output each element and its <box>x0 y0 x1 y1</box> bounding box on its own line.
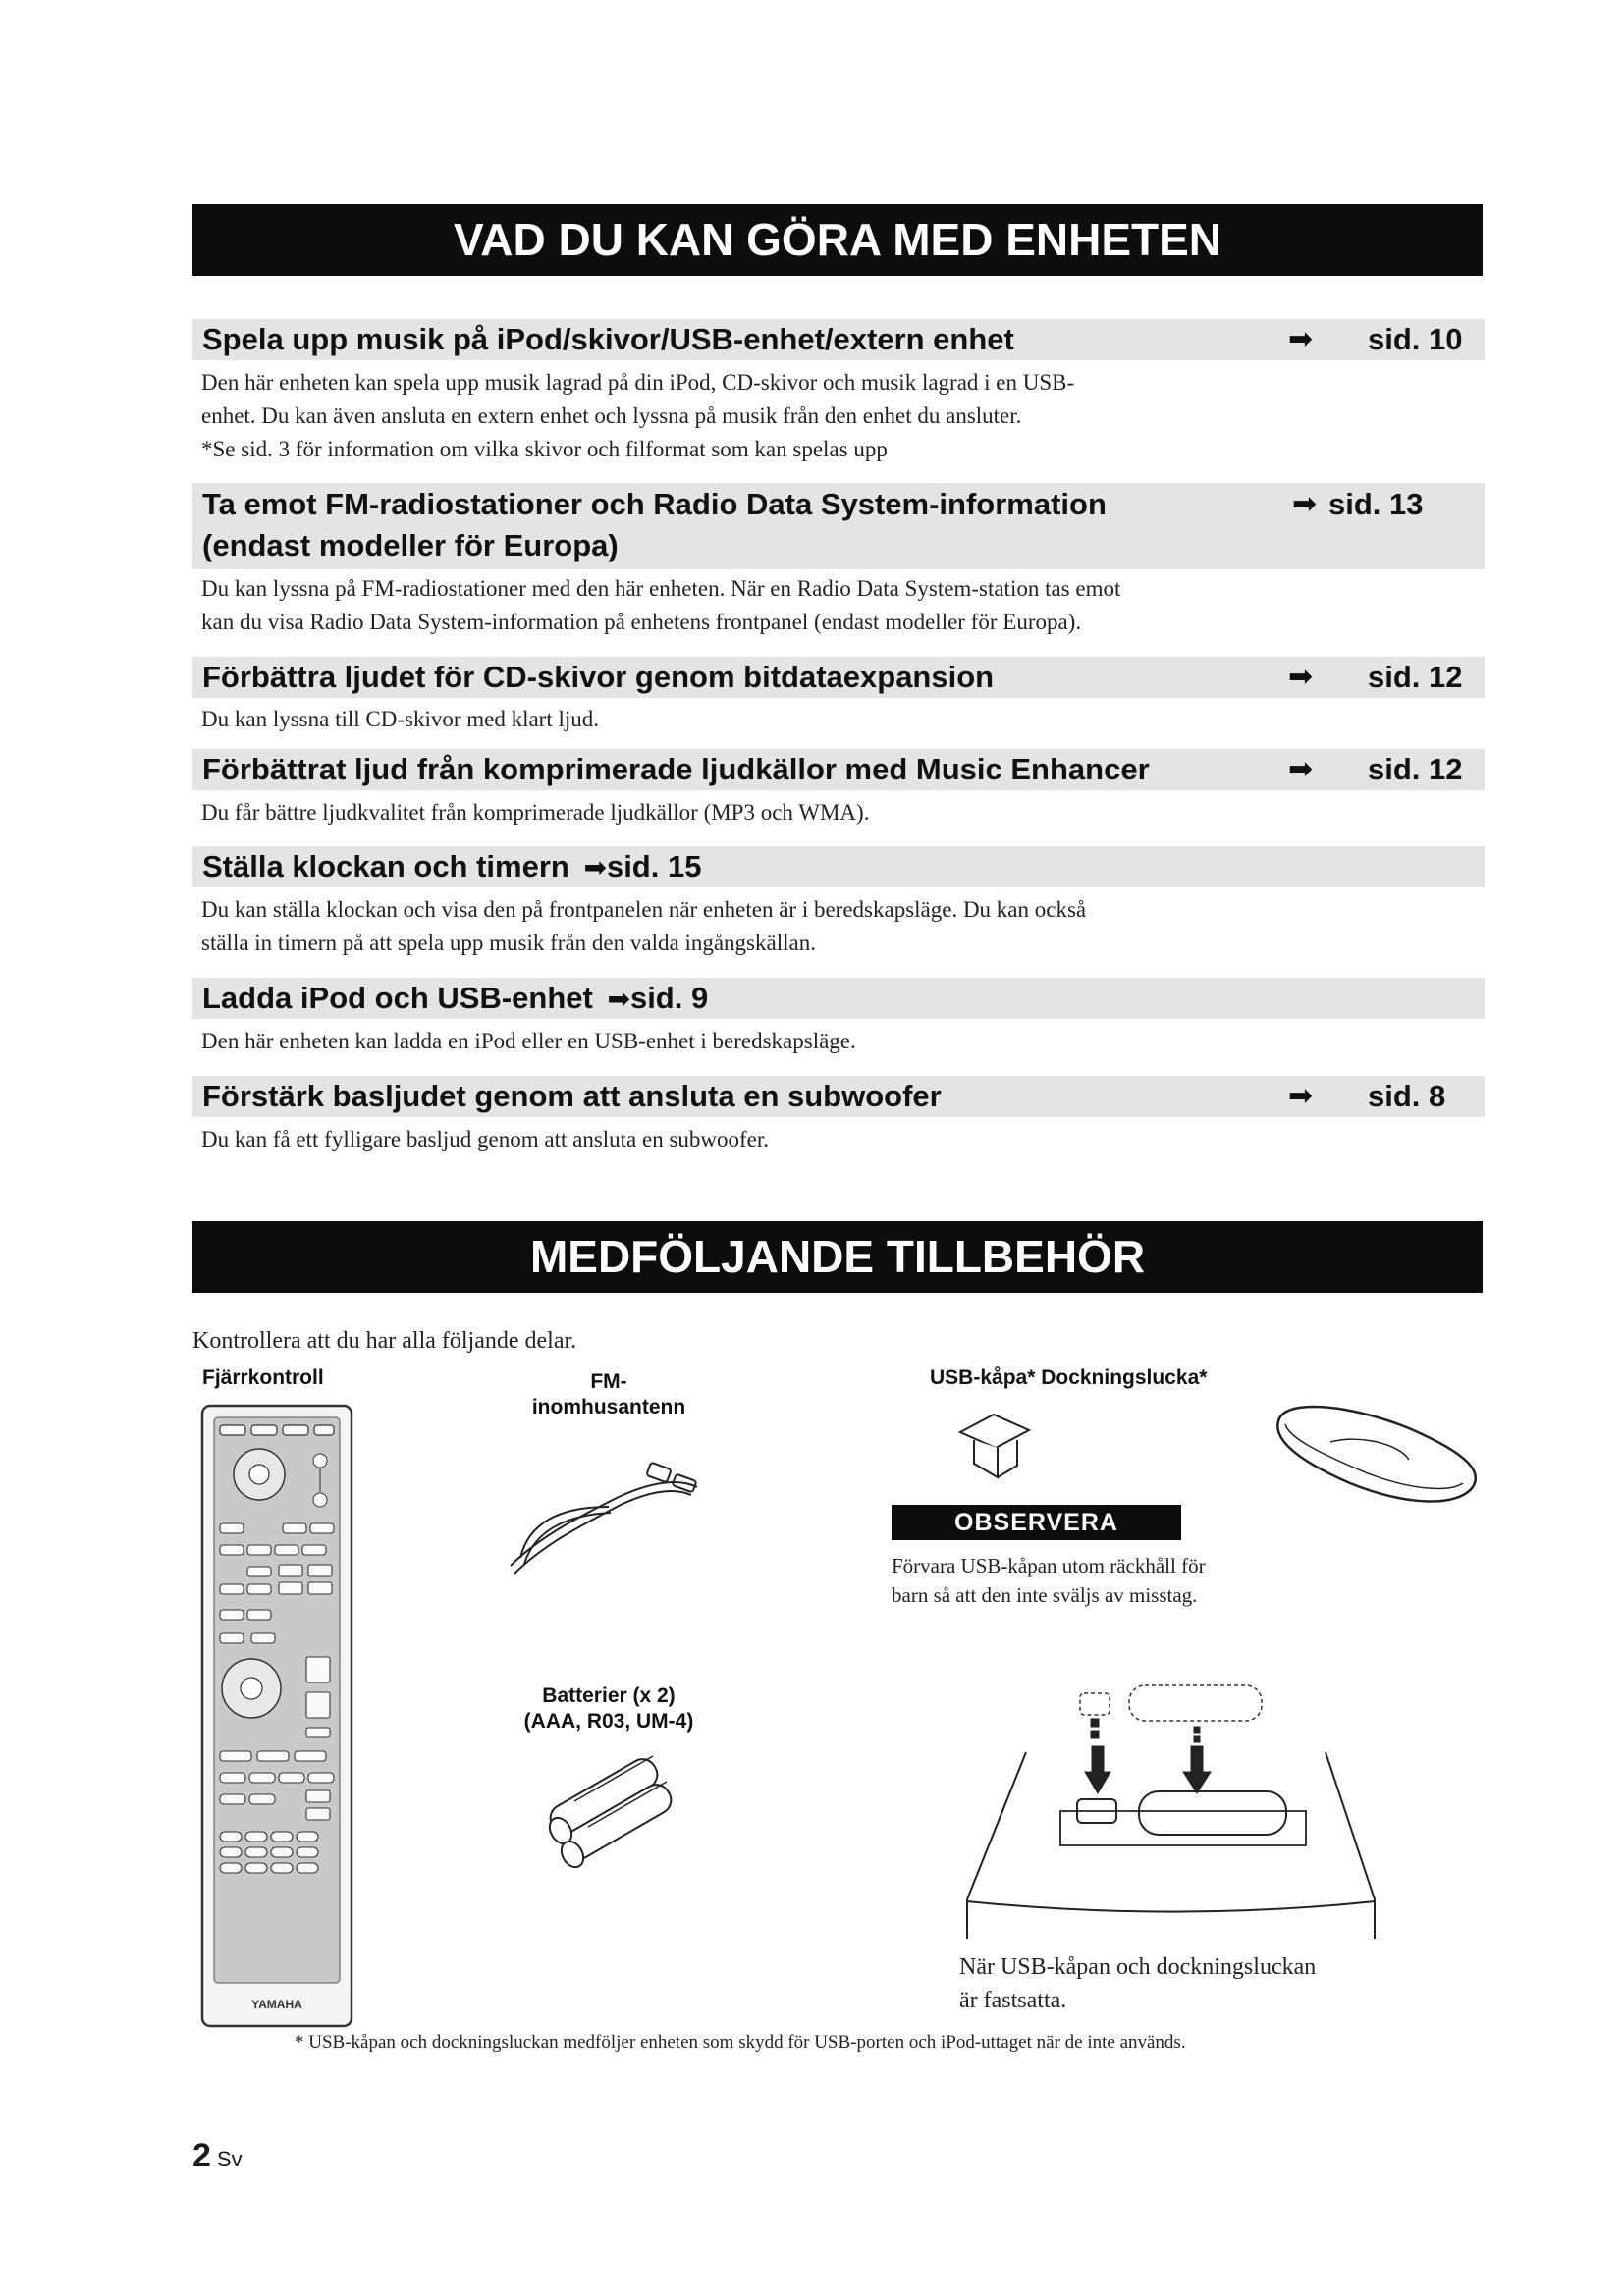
page-ref: sid. 9 <box>629 981 709 1015</box>
desc-line: *Se sid. 3 för information om vilka skivor och filformat som kan spelas upp <box>201 437 888 461</box>
remote-control-image <box>200 1404 353 2028</box>
note-line: Förvara USB-kåpan utom räckhåll för <box>892 1554 1206 1577</box>
feature-bar-fm-radio <box>192 483 1485 569</box>
feature-description <box>201 1123 769 1156</box>
label-antenna <box>511 1369 707 1420</box>
fm-antenna-image <box>501 1448 717 1585</box>
arrow-right-icon: ➡ <box>583 851 607 883</box>
feature-bar-subwoofer <box>192 1076 1485 1117</box>
desc-line: Du kan lyssna till CD-skivor med klart ljud. <box>201 707 600 731</box>
page-ref: sid. 13 <box>1328 487 1424 521</box>
label-line: inomhusantenn <box>531 1396 686 1418</box>
arrow-right-icon: ➡ <box>1288 322 1314 356</box>
section-heading-text: VAD DU KAN GÖRA MED ENHETEN <box>453 214 1222 265</box>
feature-title: Spela upp musik på iPod/skivor/USB-enhet/extern enhet <box>202 322 1014 356</box>
arrow-right-icon: ➡ <box>1292 487 1318 521</box>
label-line: Batterier (x 2) <box>542 1684 676 1707</box>
page-ref: sid. 8 <box>1368 1079 1446 1113</box>
docking-lid-image <box>1262 1399 1488 1512</box>
feature-bar-bitdata <box>192 657 1485 698</box>
desc-line: Du får bättre ljudkvalitet från komprimerade ljudkällor (MP3 och WMA). <box>201 800 870 825</box>
remote-brand-text: YAMAHA <box>251 1998 302 2011</box>
observera-note <box>892 1551 1206 1610</box>
footnote: * USB-kåpan och dockningsluckan medföljer enheten som skydd för USB-porten och iPod-uttaget när de inte används. <box>295 2032 1186 2053</box>
feature-bar-charge <box>192 978 1485 1019</box>
section-heading-accessories <box>192 1221 1483 1293</box>
feature-bar-clock-timer <box>192 846 1485 887</box>
feature-description <box>201 1025 856 1058</box>
feature-title <box>202 484 1107 566</box>
attached-caption <box>959 1950 1316 2017</box>
desc-line: Du kan lyssna på FM-radiostationer med den här enheten. När en Radio Data System-station tas emot <box>201 576 1121 601</box>
arrow-right-icon: ➡ <box>1288 1079 1314 1113</box>
desc-line: Den här enheten kan ladda en iPod eller en USB-enhet i beredskapsläge. <box>201 1029 856 1053</box>
page-number <box>192 2137 243 2175</box>
page-number-value: 2 <box>192 2137 211 2174</box>
label-usb-cover-dock-lid: USB-kåpa* Dockningslucka* <box>930 1366 1208 1389</box>
arrow-right-icon: ➡ <box>1288 660 1314 694</box>
section-heading-text: MEDFÖLJANDE TILLBEHÖR <box>529 1231 1146 1282</box>
note-line: barn så att den inte sväljs av misstag. <box>892 1583 1198 1607</box>
feature-title-line: (endast modeller för Europa) <box>202 528 619 562</box>
desc-line: Den här enheten kan spela upp musik lagrad på din iPod, CD-skivor och musik lagrad i en USB- <box>201 370 1075 395</box>
unit-with-covers-image <box>947 1683 1389 1949</box>
label-remote: Fjärrkontroll <box>202 1366 324 1389</box>
desc-line: Du kan få ett fylligare basljud genom att ansluta en subwoofer. <box>201 1127 770 1151</box>
page-language: Sv <box>216 2147 243 2171</box>
feature-title <box>202 978 708 1020</box>
desc-line: kan du visa Radio Data System-information på enhetens frontpanel (endast modeller för Europa). <box>201 610 1082 634</box>
caption-line: är fastsatta. <box>959 1988 1067 2013</box>
batteries-image <box>525 1752 692 1860</box>
feature-title: Förbättrat ljud från komprimerade ljudkällor med Music Enhancer <box>202 752 1150 786</box>
desc-line: ställa in timern på att spela upp musik från den valda ingångskällan. <box>201 931 816 955</box>
desc-line: Du kan ställa klockan och visa den på frontpanelen när enheten är i beredskapsläge. Du kan också <box>201 897 1087 922</box>
section-heading-features <box>192 204 1483 276</box>
feature-description <box>201 572 1120 639</box>
feature-title: Förbättra ljudet för CD-skivor genom bitdataexpansion <box>202 660 995 694</box>
page-ref: sid. 12 <box>1368 660 1463 694</box>
feature-title: Förstärk basljudet genom att ansluta en subwoofer <box>202 1079 942 1113</box>
feature-description <box>201 366 1074 466</box>
accessories-intro: Kontrollera att du har alla följande delar. <box>192 1328 577 1354</box>
caption-line: När USB-kåpan och dockningsluckan <box>959 1954 1317 1980</box>
observera-heading: OBSERVERA <box>892 1505 1181 1540</box>
feature-title-line: Ta emot FM-radiostationer och Radio Data System-information <box>202 487 1107 521</box>
page-ref: sid. 10 <box>1368 322 1463 356</box>
feature-title <box>202 846 701 888</box>
feature-bar-playback <box>192 319 1485 360</box>
feature-description <box>201 796 869 829</box>
label-line: (AAA, R03, UM-4) <box>523 1710 694 1733</box>
label-line: FM- <box>590 1370 627 1393</box>
usb-cover-image <box>954 1409 1043 1487</box>
feature-description <box>201 893 1086 960</box>
feature-title-text: Ställa klockan och timern <box>202 849 569 883</box>
feature-description <box>201 703 599 736</box>
label-batteries <box>491 1683 727 1735</box>
page-ref: sid. 15 <box>606 849 702 883</box>
arrow-right-icon: ➡ <box>1288 752 1314 786</box>
arrow-right-icon: ➡ <box>607 983 630 1015</box>
feature-bar-music-enhancer <box>192 749 1485 790</box>
page-ref: sid. 12 <box>1368 752 1463 786</box>
desc-line: enhet. Du kan även ansluta en extern enhet och lyssna på musik från den enhet du ansluter. <box>201 403 1022 428</box>
feature-title-text: Ladda iPod och USB-enhet <box>202 981 593 1015</box>
